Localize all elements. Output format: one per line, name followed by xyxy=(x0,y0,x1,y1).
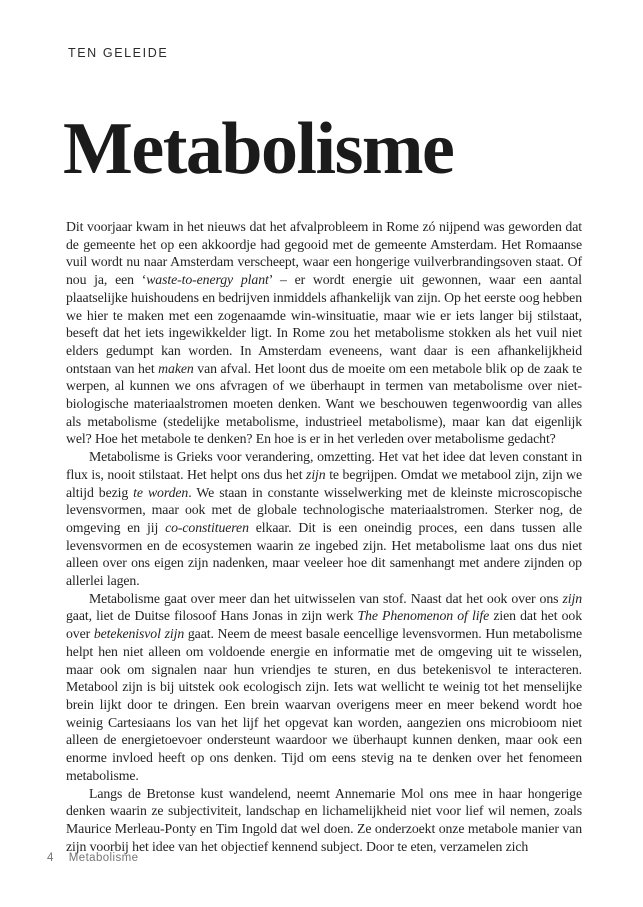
section-kicker: TEN GELEIDE xyxy=(68,46,169,60)
article-body xyxy=(66,218,582,855)
body-paragraph: Dit voorjaar kwam in het nieuws dat het afvalprobleem in Rome zó nijpend was geworden dat de gemeente het op een akkoordje had gegooid met de gemeente Amsterdam. Het Romaanse vuil wordt nu naar Amsterdam verscheept, waar een hongerige vuilverbrandingsoven staat. Of nou ja, een ‘waste-to-energy plant’ – er wordt energie uit gewonnen, waar een aantal plaatselijke huishoudens en bedrijven inmiddels afhankelijk van zijn. Op het eerste oog hebben we hier te maken met een zogenaamde win-winsituatie, maar wie er iets langer bij stilstaat, beseft dat het iets ingewikkelder ligt. In Rome zou het metabolisme stokken als het vuil niet elders gedumpt kan worden. In Amsterdam eveneens, want daar is een afhankelijkheid ontstaan van het maken van afval. Het loont dus de moeite om een metabole blik op de zaak te werpen, al kunnen we ons afvragen of we überhaupt in termen van metabolisme over niet-biologische materiaalstromen moeten denken. Want we beschouwen tegenwoordig van alles als metabolisme (stedelijke metabolisme, industrieel metabolisme), maar kan dat eigenlijk wel? Hoe het metabole te denken? En hoe is er in het verleden over metabolisme gedacht? xyxy=(66,219,583,447)
footer-section-label: Metabolisme xyxy=(68,852,139,864)
page-number: 4 xyxy=(47,852,54,864)
body-paragraph: Metabolisme gaat over meer dan het uitwisselen van stof. Naast dat het ook over ons zijn gaat, liet de Duitse filosoof Hans Jonas in zijn werk The Phenomenon of life zien dat het ook over betekenisvol zijn gaat. Neem de meest basale eencellige levensvormen. Hun metabolisme helpt hen niet alleen om voldoende energie en informatie met de omgeving uit te wisselen, maar ook om signalen naar hun vriendjes te sturen, en dus betekenisvol te interacteren. Metabool zijn is bij uitstek ook ecologisch zijn. Iets wat wellicht te weinig tot het menselijke brein lijkt door te dringen. Een brein waarvan overigens meer en meer bekend wordt hoe weinig Cartesiaans los van het lijf het opgevat kan worden, aangezien ons microbioom niet alleen de energietoevoer ondersteunt waardoor we überhaupt kunnen denken, maar ook een enorme invloed heeft op ons denken. Tijd om eens stevig na te denken over het fenomeen metabolisme. xyxy=(66,590,583,783)
body-paragraph: Langs de Bretonse kust wandelend, neemt Annemarie Mol ons mee in haar hongerige denken waarin ze subjectiviteit, landschap en lichamelijkheid niet voor lief wil nemen, zoals Maurice Merleau-Ponty en Tim Ingold dat wel doen. Ze onderzoekt onze metabole manier van zijn voorbij het idee van het objectief kennend subject. Door te eten, verzamelen zich xyxy=(66,785,582,854)
body-paragraph: Metabolisme is Grieks voor verandering, omzetting. Het vat het idee dat leven constant in flux is, nooit stilstaat. Het helpt ons dus het zijn te begrijpen. Omdat we metabool zijn, zijn we altijd bezig te worden. We staan in constante wisselwerking met de kleinste microscopische levensvormen, maar ook met de globale technologische materiaalstromen. Sterker nog, de omgeving en jij co-constitueren elkaar. Dit is een oneindig proces, een dans tussen alle levensvormen en de ecosystemen waarin ze ingebed zijn. Het metabolisme laat ons dus niet alleen over ons eigen zijn nadenken, maar veeleer hoe dit samenhangt met andere zijnden op allerlei lagen. xyxy=(66,449,583,589)
page-title: Metabolisme xyxy=(63,108,454,190)
page-footer xyxy=(47,852,138,864)
